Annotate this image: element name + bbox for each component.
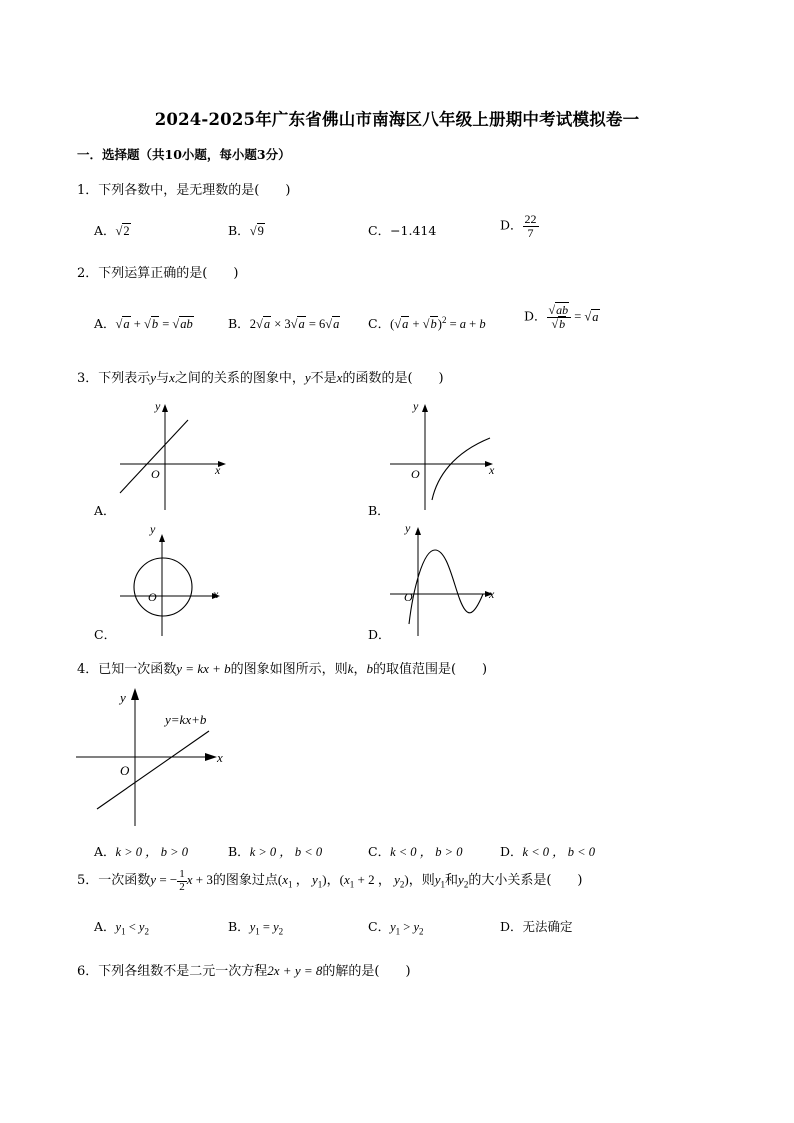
option-letter: B． — [228, 223, 250, 238]
line-equation-label: y=kx+b — [165, 712, 207, 727]
q1-option-a: A．√2 — [94, 223, 130, 238]
q2-option-d: D． $\frac{√ab}{√b}$ = √a — [524, 303, 599, 331]
x-axis-label: x — [489, 587, 495, 601]
question-2-stem: 2．下列运算正确的是( ) — [77, 266, 239, 281]
q4-option-b: B．k > 0 ， b < 0 — [228, 844, 323, 859]
y-axis-label: y — [405, 521, 411, 535]
graph-c-circle — [110, 520, 240, 640]
q5-option-c: C．$y_1 > y_2$ — [368, 919, 424, 937]
y-axis-label: y — [413, 399, 419, 413]
fraction: $\frac{22}{7}$ — [524, 212, 537, 240]
x-axis-label: x — [217, 750, 223, 765]
y-axis-label: y — [155, 399, 161, 413]
origin-label: O — [151, 467, 160, 481]
graph-b-log-curve — [385, 395, 515, 515]
question-3-stem: 3．下列表示y与x之间的关系的图象中，y不是x的函数的是( ) — [77, 370, 444, 386]
q3-option-a: A． — [94, 503, 116, 518]
option-letter: C． — [368, 316, 391, 331]
q4-option-d: D．k < 0 ， b < 0 — [500, 844, 595, 859]
q3-option-c: C． — [94, 627, 117, 642]
x-axis-label: x — [213, 587, 219, 601]
q2-option-c: C．$(√a + √b)^2 = a + b$ — [368, 314, 486, 331]
q5-option-d: D．无法确定 — [500, 919, 573, 934]
option-letter: A． — [94, 223, 116, 238]
q5-option-b: B．$y_1 = y_2$ — [228, 919, 284, 937]
q1-option-d — [500, 213, 539, 239]
q4-option-c: C．k < 0 ， b > 0 — [368, 844, 463, 859]
q1-option-c: C．−1.414 — [368, 223, 437, 238]
graph-d-sine-curve — [385, 520, 515, 640]
radicand: 2 — [123, 224, 130, 238]
q4-option-a: A．k > 0 ， b > 0 — [94, 844, 188, 859]
origin-label: O — [148, 590, 157, 604]
question-5-stem: 5．一次函数y = − $\frac{1}{2}$ x + 3的图象过点($x_1$ ， $y_1$)，($x_1 + 2$ ， $y_2$)，则$y_1$和$y_2$的大小关系是( ) — [77, 868, 583, 893]
graph-a-straight-line — [110, 395, 240, 515]
x-axis-label: x — [489, 463, 495, 477]
q1-option-b: B．√9 — [228, 223, 264, 238]
option-letter: A． — [94, 316, 116, 331]
x-axis-label: x — [215, 463, 221, 477]
option-letter: D． — [524, 308, 547, 324]
y-axis-label: y — [150, 522, 156, 536]
q2-option-b: B．2√a × 3√a = 6√a — [228, 316, 340, 331]
question-6-stem: 6．下列各组数不是二元一次方程2x + y = 8的解的是( ) — [77, 963, 411, 979]
origin-label: O — [404, 590, 413, 604]
section-heading: 一．选择题（共10小题，每小题3分） — [77, 147, 291, 162]
option-letter: B． — [228, 316, 250, 331]
q5-option-a: A．$y_1 < y_2$ — [94, 919, 149, 937]
option-letter: D． — [500, 217, 523, 233]
q3-option-b: B． — [368, 503, 390, 518]
origin-label: O — [120, 763, 130, 778]
radicand: 9 — [257, 224, 264, 238]
graph-linear-function — [70, 680, 240, 830]
q3-option-d: D． — [368, 627, 391, 642]
question-4-stem: 4．已知一次函数y = kx + b的图象如图所示，则k，b的取值范围是( ) — [77, 661, 488, 677]
q2-option-a: A．√a + √b = √ab — [94, 316, 193, 331]
origin-label: O — [411, 467, 420, 481]
page-title: 2024-2025年广东省佛山市南海区八年级上册期中考试模拟卷一 — [154, 110, 640, 129]
y-axis-label: y — [120, 690, 126, 705]
question-1-stem: 1．下列各数中，是无理数的是( ) — [77, 183, 291, 198]
